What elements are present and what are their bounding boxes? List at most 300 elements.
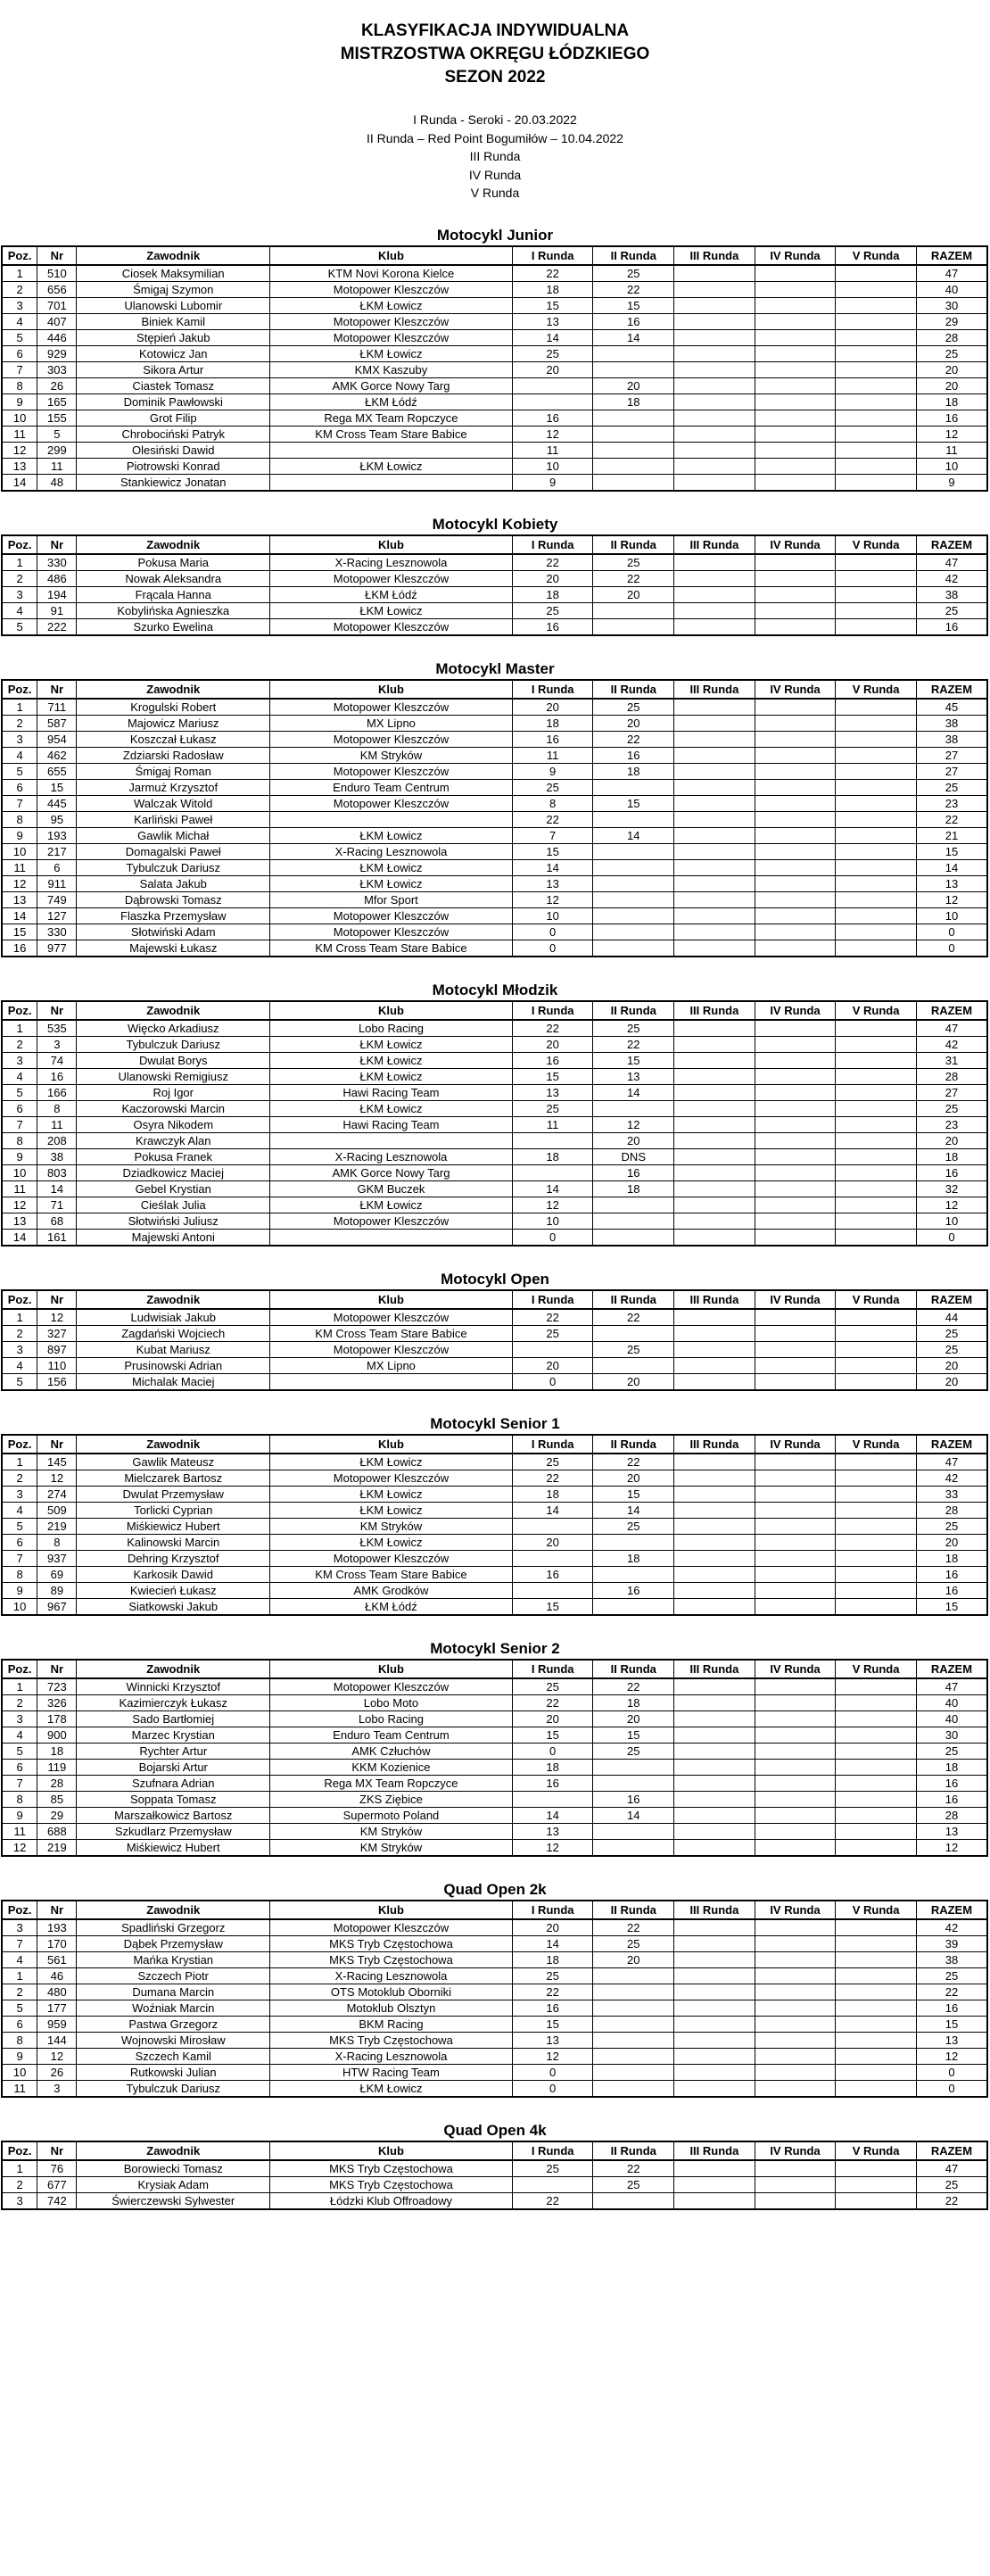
round-4-cell: [755, 1694, 836, 1710]
round-4-cell: [755, 618, 836, 635]
round-3-cell: [674, 442, 755, 458]
round-2-cell: [593, 2192, 674, 2209]
table-row: [2, 1823, 987, 1839]
round-1-cell: 16: [512, 1775, 593, 1791]
round-5-cell: [836, 1148, 917, 1164]
club-cell: ŁKM Łowicz: [270, 458, 513, 474]
rider-name-cell: Pokusa Franek: [77, 1148, 270, 1164]
round-5-cell: [836, 731, 917, 747]
round-3-cell: [674, 602, 755, 618]
round-5-cell: [836, 1566, 917, 1582]
table-row: [2, 1694, 987, 1710]
rider-name-cell: Więcko Arkadiusz: [77, 1020, 270, 1037]
round-2-cell: 15: [593, 1727, 674, 1743]
round-5-cell: [836, 1132, 917, 1148]
round-1-cell: 16: [512, 731, 593, 747]
position-cell: 3: [2, 297, 37, 313]
round-3-cell: [674, 458, 755, 474]
round-2-cell: 16: [593, 313, 674, 329]
table-row: [2, 1309, 987, 1326]
round-4-cell: [755, 1839, 836, 1856]
round-1-cell: 9: [512, 474, 593, 491]
total-cell: 32: [916, 1180, 987, 1197]
rider-name-cell: Rutkowski Julian: [77, 2064, 270, 2080]
rider-name-cell: Ulanowski Lubomir: [77, 297, 270, 313]
table-row: [2, 859, 987, 875]
total-cell: 38: [916, 586, 987, 602]
table-row: [2, 1180, 987, 1197]
round-4-cell: [755, 940, 836, 957]
total-cell: 42: [916, 1919, 987, 1936]
round-4-cell: [755, 474, 836, 491]
section-title: Motocykl Kobiety: [432, 515, 558, 533]
club-cell: Motopower Kleszczów: [270, 1919, 513, 1936]
header-rider: Zawodnik: [77, 535, 270, 554]
total-cell: 15: [916, 843, 987, 859]
number-cell: 11: [37, 1116, 77, 1132]
club-cell: AMK Gorce Nowy Targ: [270, 377, 513, 393]
round-3-cell: [674, 779, 755, 795]
round-4-cell: [755, 2160, 836, 2177]
position-cell: 2: [2, 1325, 37, 1341]
position-cell: 10: [2, 2064, 37, 2080]
rider-name-cell: Rychter Artur: [77, 1743, 270, 1759]
number-cell: 509: [37, 1502, 77, 1518]
round-2-cell: [593, 1534, 674, 1550]
position-cell: 4: [2, 1357, 37, 1373]
round-2-cell: [593, 875, 674, 891]
club-cell: X-Racing Lesznowola: [270, 1148, 513, 1164]
round-3-cell: [674, 2176, 755, 2192]
results-table: [1, 1289, 988, 1391]
rider-name-cell: Kaczorowski Marcin: [77, 1100, 270, 1116]
round-1-cell: 12: [512, 426, 593, 442]
total-cell: 28: [916, 1807, 987, 1823]
round-4-cell: [755, 1791, 836, 1807]
round-3-cell: [674, 1068, 755, 1084]
round-2-cell: [593, 891, 674, 907]
round-3-cell: [674, 1213, 755, 1229]
round-4-cell: [755, 1373, 836, 1390]
total-cell: 44: [916, 1309, 987, 1326]
class-section: [0, 659, 990, 957]
round-2-cell: [593, 843, 674, 859]
round-2-cell: 20: [593, 1373, 674, 1390]
position-cell: 13: [2, 1213, 37, 1229]
number-cell: 535: [37, 1020, 77, 1037]
total-cell: 25: [916, 1325, 987, 1341]
round-5-cell: [836, 458, 917, 474]
round-line: V Runda: [470, 186, 520, 200]
club-cell: Motopower Kleszczów: [270, 618, 513, 635]
table-row: [2, 1951, 987, 1967]
number-cell: 89: [37, 1582, 77, 1598]
table-row: [2, 1325, 987, 1341]
round-4-cell: [755, 426, 836, 442]
total-cell: 22: [916, 811, 987, 827]
round-3-cell: [674, 699, 755, 716]
round-1-cell: [512, 1341, 593, 1357]
round-4-cell: [755, 747, 836, 763]
round-2-cell: [593, 1775, 674, 1791]
total-cell: 10: [916, 1213, 987, 1229]
round-4-cell: [755, 2032, 836, 2048]
header-position: Poz.: [2, 246, 37, 265]
table-row: [2, 1229, 987, 1246]
round-3-cell: [674, 1357, 755, 1373]
round-4-cell: [755, 907, 836, 924]
round-3-cell: [674, 586, 755, 602]
number-cell: 462: [37, 747, 77, 763]
round-5-cell: [836, 281, 917, 297]
rider-name-cell: Marzec Krystian: [77, 1727, 270, 1743]
round-5-cell: [836, 1935, 917, 1951]
header-total: RAZEM: [916, 535, 987, 554]
round-5-cell: [836, 1325, 917, 1341]
club-cell: X-Racing Lesznowola: [270, 554, 513, 571]
rider-name-cell: Kalinowski Marcin: [77, 1534, 270, 1550]
round-3-cell: [674, 1727, 755, 1743]
round-1-cell: [512, 2176, 593, 2192]
position-cell: 2: [2, 1036, 37, 1052]
round-5-cell: [836, 2080, 917, 2097]
header-total: RAZEM: [916, 246, 987, 265]
header-number: Nr: [37, 1435, 77, 1454]
round-3-cell: [674, 410, 755, 426]
club-cell: Mfor Sport: [270, 891, 513, 907]
number-cell: 407: [37, 313, 77, 329]
table-row: [2, 426, 987, 442]
position-cell: 6: [2, 2016, 37, 2032]
header-round-5: V Runda: [836, 535, 917, 554]
round-2-cell: [593, 2064, 674, 2080]
round-4-cell: [755, 2064, 836, 2080]
round-3-cell: [674, 1164, 755, 1180]
round-1-cell: 22: [512, 265, 593, 282]
table-row: [2, 2016, 987, 2032]
total-cell: 0: [916, 2080, 987, 2097]
club-cell: ŁKM Łowicz: [270, 345, 513, 361]
round-2-cell: [593, 1213, 674, 1229]
round-1-cell: [512, 1550, 593, 1566]
header-club: Klub: [270, 1435, 513, 1454]
table-header-row: [2, 1290, 987, 1309]
round-2-cell: [593, 1759, 674, 1775]
rider-name-cell: Szczech Kamil: [77, 2048, 270, 2064]
rider-name-cell: Pastwa Grzegorz: [77, 2016, 270, 2032]
round-4-cell: [755, 1598, 836, 1615]
table-row: [2, 1052, 987, 1068]
number-cell: 119: [37, 1759, 77, 1775]
round-4-cell: [755, 297, 836, 313]
round-5-cell: [836, 1470, 917, 1486]
total-cell: 16: [916, 1582, 987, 1598]
round-5-cell: [836, 2064, 917, 2080]
header-round-5: V Runda: [836, 680, 917, 699]
number-cell: 219: [37, 1839, 77, 1856]
rider-name-cell: Gawlik Mateusz: [77, 1454, 270, 1470]
position-cell: 8: [2, 1132, 37, 1148]
round-1-cell: 22: [512, 1984, 593, 2000]
header-round-4: IV Runda: [755, 1660, 836, 1678]
section-title: Motocykl Master: [435, 659, 555, 677]
round-3-cell: [674, 1309, 755, 1326]
round-4-cell: [755, 1068, 836, 1084]
round-1-cell: 14: [512, 1935, 593, 1951]
total-cell: 25: [916, 1341, 987, 1357]
header-round-2: II Runda: [593, 1901, 674, 1919]
number-cell: 561: [37, 1951, 77, 1967]
number-cell: 166: [37, 1084, 77, 1100]
position-cell: 5: [2, 1084, 37, 1100]
rider-name-cell: Majewski Antoni: [77, 1229, 270, 1246]
total-cell: 29: [916, 313, 987, 329]
round-3-cell: [674, 1486, 755, 1502]
round-5-cell: [836, 1229, 917, 1246]
table-header-row: [2, 1901, 987, 1919]
number-cell: 219: [37, 1518, 77, 1534]
table-row: [2, 1164, 987, 1180]
rider-name-cell: Majowicz Mariusz: [77, 715, 270, 731]
total-cell: 27: [916, 1084, 987, 1100]
round-4-cell: [755, 1357, 836, 1373]
table-row: [2, 1148, 987, 1164]
rider-name-cell: Zagdański Wojciech: [77, 1325, 270, 1341]
position-cell: 9: [2, 1807, 37, 1823]
round-1-cell: 18: [512, 715, 593, 731]
round-1-cell: 20: [512, 570, 593, 586]
round-line: I Runda - Seroki - 20.03.2022: [413, 112, 577, 127]
position-cell: 1: [2, 1967, 37, 1984]
round-1-cell: 16: [512, 618, 593, 635]
round-3-cell: [674, 2064, 755, 2080]
rider-name-cell: Majewski Łukasz: [77, 940, 270, 957]
header-round-5: V Runda: [836, 1290, 917, 1309]
number-cell: 803: [37, 1164, 77, 1180]
table-row: [2, 1518, 987, 1534]
table-header-row: [2, 1001, 987, 1020]
header-position: Poz.: [2, 1001, 37, 1020]
table-row: [2, 361, 987, 377]
header-rider: Zawodnik: [77, 2141, 270, 2160]
table-row: [2, 313, 987, 329]
number-cell: 303: [37, 361, 77, 377]
class-section: [0, 1880, 990, 2098]
table-row: [2, 474, 987, 491]
rider-name-cell: Ciastek Tomasz: [77, 377, 270, 393]
table-row: [2, 2160, 987, 2177]
round-2-cell: [593, 2080, 674, 2097]
round-5-cell: [836, 1454, 917, 1470]
club-cell: Motopower Kleszczów: [270, 1550, 513, 1566]
total-cell: 20: [916, 361, 987, 377]
header-round-1: I Runda: [512, 1660, 593, 1678]
table-row: [2, 1743, 987, 1759]
header-rider: Zawodnik: [77, 1290, 270, 1309]
table-header-row: [2, 1660, 987, 1678]
round-5-cell: [836, 313, 917, 329]
round-1-cell: 22: [512, 1020, 593, 1037]
position-cell: 10: [2, 1598, 37, 1615]
round-2-cell: [593, 1100, 674, 1116]
total-cell: 47: [916, 1020, 987, 1037]
position-cell: 3: [2, 1052, 37, 1068]
round-1-cell: 10: [512, 907, 593, 924]
position-cell: 11: [2, 1180, 37, 1197]
table-row: [2, 442, 987, 458]
total-cell: 47: [916, 2160, 987, 2177]
position-cell: 4: [2, 1068, 37, 1084]
total-cell: 12: [916, 2048, 987, 2064]
table-row: [2, 2064, 987, 2080]
number-cell: 8: [37, 1100, 77, 1116]
number-cell: 929: [37, 345, 77, 361]
round-3-cell: [674, 747, 755, 763]
total-cell: 25: [916, 1518, 987, 1534]
round-5-cell: [836, 2176, 917, 2192]
results-table: [1, 534, 988, 636]
total-cell: 15: [916, 2016, 987, 2032]
round-1-cell: 20: [512, 1534, 593, 1550]
round-1-cell: 20: [512, 1357, 593, 1373]
header-round-1: I Runda: [512, 246, 593, 265]
round-4-cell: [755, 731, 836, 747]
club-cell: ŁKM Łowicz: [270, 1502, 513, 1518]
round-1-cell: 25: [512, 1454, 593, 1470]
rider-name-cell: Kobylińska Agnieszka: [77, 602, 270, 618]
position-cell: 10: [2, 410, 37, 426]
club-cell: [270, 1229, 513, 1246]
total-cell: 25: [916, 602, 987, 618]
round-5-cell: [836, 410, 917, 426]
rider-name-cell: Walczak Witold: [77, 795, 270, 811]
round-3-cell: [674, 731, 755, 747]
position-cell: 5: [2, 763, 37, 779]
round-4-cell: [755, 458, 836, 474]
number-cell: 510: [37, 265, 77, 282]
total-cell: 11: [916, 442, 987, 458]
round-1-cell: 13: [512, 1823, 593, 1839]
club-cell: ŁKM Łowicz: [270, 1486, 513, 1502]
round-5-cell: [836, 1036, 917, 1052]
club-cell: X-Racing Lesznowola: [270, 1967, 513, 1984]
rider-name-cell: Słotwiński Juliusz: [77, 1213, 270, 1229]
total-cell: 12: [916, 1197, 987, 1213]
rider-name-cell: Grot Filip: [77, 410, 270, 426]
total-cell: 12: [916, 1839, 987, 1856]
position-cell: 11: [2, 426, 37, 442]
position-cell: 13: [2, 891, 37, 907]
club-cell: MKS Tryb Częstochowa: [270, 1951, 513, 1967]
number-cell: 977: [37, 940, 77, 957]
table-row: [2, 1759, 987, 1775]
round-5-cell: [836, 1357, 917, 1373]
round-3-cell: [674, 313, 755, 329]
round-2-cell: 18: [593, 1550, 674, 1566]
round-2-cell: DNS: [593, 1148, 674, 1164]
header-number: Nr: [37, 1660, 77, 1678]
round-1-cell: 0: [512, 940, 593, 957]
table-row: [2, 795, 987, 811]
round-5-cell: [836, 2032, 917, 2048]
header-round-2: II Runda: [593, 680, 674, 699]
round-5-cell: [836, 2192, 917, 2209]
table-row: [2, 1598, 987, 1615]
round-4-cell: [755, 554, 836, 571]
position-cell: 1: [2, 265, 37, 282]
rider-name-cell: Kotowicz Jan: [77, 345, 270, 361]
results-table: [1, 1900, 988, 2098]
number-cell: 3: [37, 2080, 77, 2097]
round-1-cell: 22: [512, 811, 593, 827]
total-cell: 21: [916, 827, 987, 843]
header-total: RAZEM: [916, 1901, 987, 1919]
round-5-cell: [836, 940, 917, 957]
round-5-cell: [836, 1823, 917, 1839]
round-1-cell: 18: [512, 1486, 593, 1502]
results-table: [1, 1000, 988, 1247]
round-1-cell: 13: [512, 2032, 593, 2048]
position-cell: 12: [2, 1197, 37, 1213]
position-cell: 4: [2, 747, 37, 763]
club-cell: [270, 1132, 513, 1148]
table-row: [2, 281, 987, 297]
club-cell: Motopower Kleszczów: [270, 329, 513, 345]
number-cell: 274: [37, 1486, 77, 1502]
round-4-cell: [755, 1775, 836, 1791]
round-5-cell: [836, 907, 917, 924]
round-1-cell: 22: [512, 1694, 593, 1710]
round-1-cell: 14: [512, 1807, 593, 1823]
total-cell: 14: [916, 859, 987, 875]
total-cell: 30: [916, 297, 987, 313]
header-rider: Zawodnik: [77, 1435, 270, 1454]
table-row: [2, 1454, 987, 1470]
rider-name-cell: Tybulczuk Dariusz: [77, 2080, 270, 2097]
round-2-cell: [593, 1839, 674, 1856]
class-section: [0, 1639, 990, 1857]
club-cell: Motopower Kleszczów: [270, 1470, 513, 1486]
round-3-cell: [674, 1470, 755, 1486]
position-cell: 8: [2, 1791, 37, 1807]
rider-name-cell: Szkudlarz Przemysław: [77, 1823, 270, 1839]
total-cell: 25: [916, 2176, 987, 2192]
round-5-cell: [836, 1341, 917, 1357]
round-3-cell: [674, 1325, 755, 1341]
round-4-cell: [755, 1582, 836, 1598]
round-4-cell: [755, 1180, 836, 1197]
round-3-cell: [674, 1052, 755, 1068]
round-4-cell: [755, 1309, 836, 1326]
round-2-cell: 25: [593, 265, 674, 282]
round-3-cell: [674, 329, 755, 345]
total-cell: 27: [916, 747, 987, 763]
round-2-cell: [593, 410, 674, 426]
table-header-row: [2, 1435, 987, 1454]
round-2-cell: 25: [593, 1743, 674, 1759]
round-5-cell: [836, 1084, 917, 1100]
club-cell: X-Racing Lesznowola: [270, 843, 513, 859]
header-round-1: I Runda: [512, 1901, 593, 1919]
round-3-cell: [674, 1534, 755, 1550]
club-cell: ŁKM Łódź: [270, 1598, 513, 1615]
club-cell: [270, 442, 513, 458]
round-4-cell: [755, 361, 836, 377]
header-round-4: IV Runda: [755, 246, 836, 265]
round-5-cell: [836, 827, 917, 843]
total-cell: 20: [916, 1534, 987, 1550]
rider-name-cell: Szurko Ewelina: [77, 618, 270, 635]
